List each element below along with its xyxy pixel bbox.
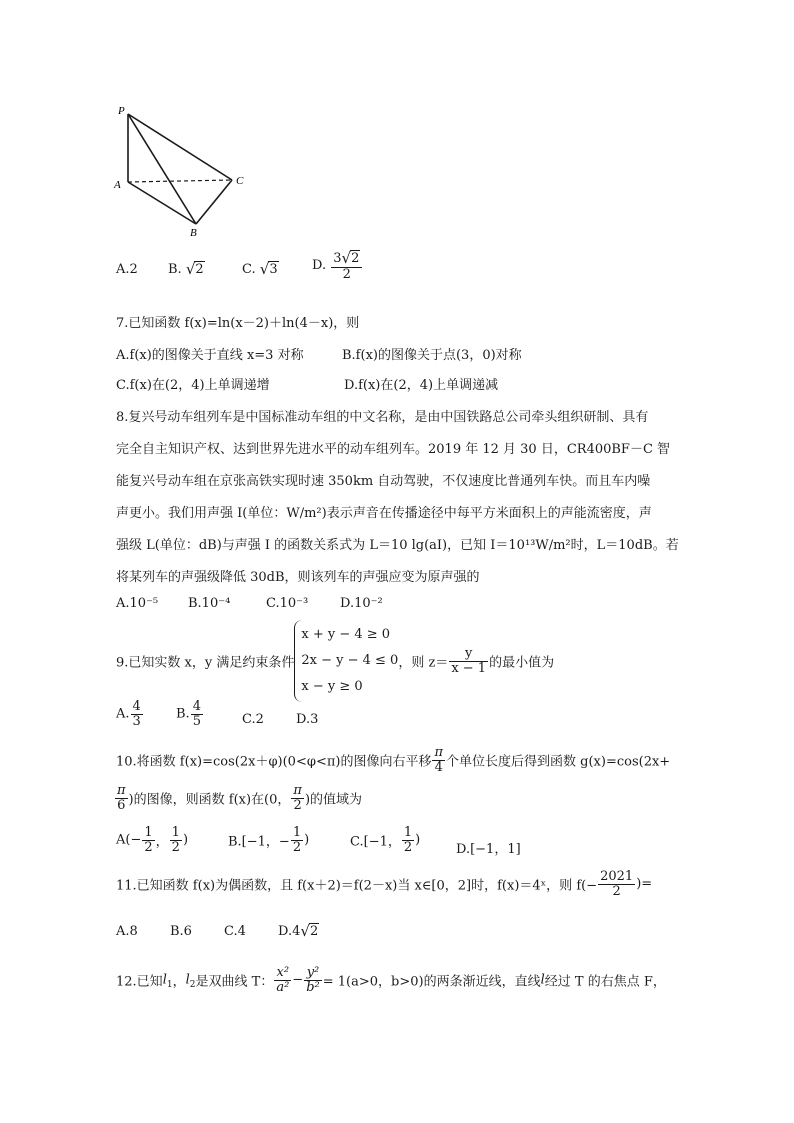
q7-option-c: C.f(x)在(2，4)上单调递增: [116, 378, 270, 393]
q10-a-sep: ，: [155, 834, 169, 850]
q7-option-b: B.f(x)的图像关于点(3，0)对称: [342, 348, 522, 363]
q8-option-a: A.10⁻⁵: [116, 596, 159, 611]
q10-six: 6: [117, 797, 126, 813]
q10-a-n2: 1: [171, 825, 180, 840]
q10-b-n: 1: [292, 825, 302, 840]
q6-option-a: A.2: [116, 262, 138, 277]
q9-option-d: D.3: [296, 712, 319, 727]
sqrt-icon: √: [185, 260, 196, 278]
q9-a-num: 4: [132, 699, 141, 714]
pyramid-figure: [110, 100, 260, 240]
q9-constraint-2: 2x − y − 4 ≤ 0: [301, 653, 399, 668]
sqrt-icon: √: [259, 260, 270, 278]
q6-d-radicand: 2: [351, 251, 360, 266]
q9-option-a: [116, 700, 144, 728]
q9-b-den: 5: [192, 713, 201, 729]
q9-z-fraction: [449, 647, 488, 675]
q12-mid: 是双曲线 T：: [195, 974, 274, 990]
q11-fraction: [598, 870, 635, 898]
q11-stem-text: 11.已知函数 f(x)为偶函数，且 f(x＋2)＝f(2－x)当 x∈[0，2]时，f(x)＝4ˣ，则 f(−: [116, 878, 598, 894]
q9-a-label: A.: [116, 706, 130, 722]
q10-two: 2: [293, 797, 302, 813]
q6-d-label: D.: [312, 258, 327, 274]
q11-den: 2: [612, 883, 621, 899]
q12-sub1: 1: [166, 980, 173, 991]
sqrt-icon: √: [300, 922, 310, 940]
q11-end: )=: [636, 876, 653, 892]
q12-sub2: 2: [189, 980, 196, 991]
q10-c-frac: [402, 826, 414, 854]
q10-pi: π: [293, 783, 302, 798]
q6-option-d: [312, 250, 363, 281]
q6-d-coef: 3: [333, 251, 342, 266]
q10-pi-over-6: [115, 784, 128, 812]
q10-option-b: [228, 826, 309, 854]
q6-c-label: C.: [242, 262, 256, 277]
q10-a-d2: 2: [171, 839, 180, 855]
q10-line-2: [114, 784, 362, 812]
q9-b-num: 4: [192, 699, 201, 714]
q8-option-d: D.10⁻²: [340, 596, 383, 611]
q8-line-3: 能复兴号动车组在京张高铁实现时速 350km 自动驾驶，不仅速度比普通列车快。而且车内噪: [116, 474, 651, 489]
q12-post: = 1(a>0，b>0)的两条渐近线，直线: [322, 974, 541, 990]
q6-c-radicand: 3: [269, 262, 278, 277]
q10-pi: π: [434, 745, 444, 760]
label-c: C: [236, 175, 244, 187]
q11-option-a: A.8: [116, 924, 138, 939]
q11-stem: [116, 870, 652, 898]
q10-option-a: [116, 826, 188, 854]
q12-stem: [116, 966, 666, 994]
q10-b-frac: [291, 826, 303, 854]
q9-option-b: [176, 700, 204, 728]
q6-option-b: [168, 260, 205, 278]
q10-mid: 个单位长度后得到函数 g(x)=cos(2x+: [446, 754, 671, 770]
q10-c-end: ): [415, 832, 421, 848]
q6-b-radicand: 2: [195, 262, 204, 277]
q9-constraint-3: x − y ≥ 0: [301, 679, 363, 694]
q12-b2: b²: [306, 979, 320, 995]
label-p: P: [118, 105, 125, 117]
q9-b-label: B.: [176, 706, 190, 722]
q9-constraint-system: [294, 620, 398, 702]
label-b: B: [190, 227, 197, 239]
q8-line-6: 将某列车的声强级降低 30dB，则该列车的声强应变为原声强的: [116, 570, 480, 585]
label-a: A: [114, 179, 121, 191]
q10-line2-end: )的值域为: [304, 792, 363, 808]
q10-a-d1: 2: [144, 839, 153, 855]
q10-a-n1: 1: [144, 825, 153, 840]
q9-a-den: 3: [132, 713, 141, 729]
q11-num: 2021: [600, 869, 634, 884]
q10-c-n: 1: [403, 825, 413, 840]
q9-a-fraction: [131, 700, 143, 728]
q9-mid: ，则 z＝: [398, 655, 449, 671]
q10-a-pre: A(−: [116, 832, 142, 848]
q11-option-d: [278, 922, 319, 940]
q11-option-b: B.6: [170, 924, 192, 939]
q12-end: 经过 T 的右焦点 F，: [544, 974, 666, 990]
q6-option-c: [242, 260, 279, 278]
q8-line-5: 强级 L(单位：dB)与声强 I 的函数关系式为 L＝10 lg(aI)，已知 I＝10¹³W/m²时，L＝10dB。若: [116, 538, 679, 553]
q10-pi: π: [117, 783, 126, 798]
q12-y2: y²: [304, 966, 322, 981]
q7-option-a: A.f(x)的图像关于直线 x=3 对称: [116, 348, 304, 363]
q9-constraint-1: x + y − 4 ≥ 0: [301, 627, 391, 642]
q7-option-d: D.f(x)在(2，4)上单调递减: [344, 378, 499, 393]
q10-b-pre: B.[−1，−: [228, 834, 290, 850]
q10-line2-post: )的图像，则函数 f(x)在(0，: [128, 792, 291, 808]
q8-option-b: B.10⁻⁴: [188, 596, 231, 611]
q11-d-radicand: 2: [309, 924, 319, 939]
q9-stem-pre: 9.已知实数 x，y 满足约束条件: [116, 655, 295, 671]
q8-option-c: C.10⁻³: [266, 596, 309, 611]
q12-x2: x²: [274, 966, 291, 981]
q9-z-den: x − 1: [451, 660, 487, 676]
q12-comma: ，: [172, 974, 186, 990]
q10-a-end: ): [182, 832, 189, 848]
q9-z-num: y: [449, 647, 488, 662]
q10-pi-over-4: [432, 746, 445, 774]
q12-l1: l: [162, 972, 167, 988]
sqrt-icon: √: [341, 249, 352, 267]
q10-a-frac-2: [170, 826, 182, 854]
q10-pre: 10.将函数 f(x)=cos(2x＋φ)(0<φ<π)的图像向右平移: [116, 754, 432, 770]
q12-minus: −: [292, 972, 304, 988]
q9-stem-post: 的最小值为: [489, 655, 555, 671]
q12-pre: 12.已知: [116, 974, 163, 990]
q10-b-end: ): [304, 832, 310, 848]
q6-d-fraction: [331, 250, 362, 281]
q10-four: 4: [434, 759, 443, 775]
q9-stem: [116, 620, 554, 702]
q10-option-c: [350, 826, 420, 854]
q9-b-fraction: [191, 700, 203, 728]
q10-b-d: 2: [292, 839, 302, 855]
q8-line-2: 完全自主知识产权、达到世界先进水平的动车组列车。2019 年 12 月 30 日，CR400BF－C 智: [116, 442, 671, 457]
q9-option-c: C.2: [242, 712, 264, 727]
q10-c-pre: C.[−1，: [350, 834, 401, 850]
q6-b-label: B.: [168, 262, 182, 277]
q12-a2: a²: [276, 979, 290, 995]
q10-line-1: [116, 746, 670, 774]
q11-option-c: C.4: [224, 924, 246, 939]
q12-x-frac: [274, 966, 291, 994]
q6-d-den: 2: [342, 266, 351, 282]
q10-a-frac-1: [142, 826, 154, 854]
q10-option-d: D.[−1，1]: [456, 842, 521, 857]
q10-c-d: 2: [403, 839, 413, 855]
q12-y-frac: [304, 966, 322, 994]
q12-l: l: [540, 972, 545, 988]
q10-pi-over-2: [291, 784, 304, 812]
q12-l2: l: [185, 972, 190, 988]
q7-stem: 7.已知函数 f(x)=ln(x－2)＋ln(4－x)，则: [116, 316, 360, 331]
q8-line-4: 声更小。我们用声强 I(单位：W/m²)表示声音在传播途径中每平方米面积上的声能流密度，声: [116, 506, 652, 521]
q8-line-1: 8.复兴号动车组列车是中国标准动车组的中文名称，是由中国铁路总公司牵头组织研制、具有: [116, 410, 649, 425]
q11-d-label: D.4: [278, 924, 301, 939]
